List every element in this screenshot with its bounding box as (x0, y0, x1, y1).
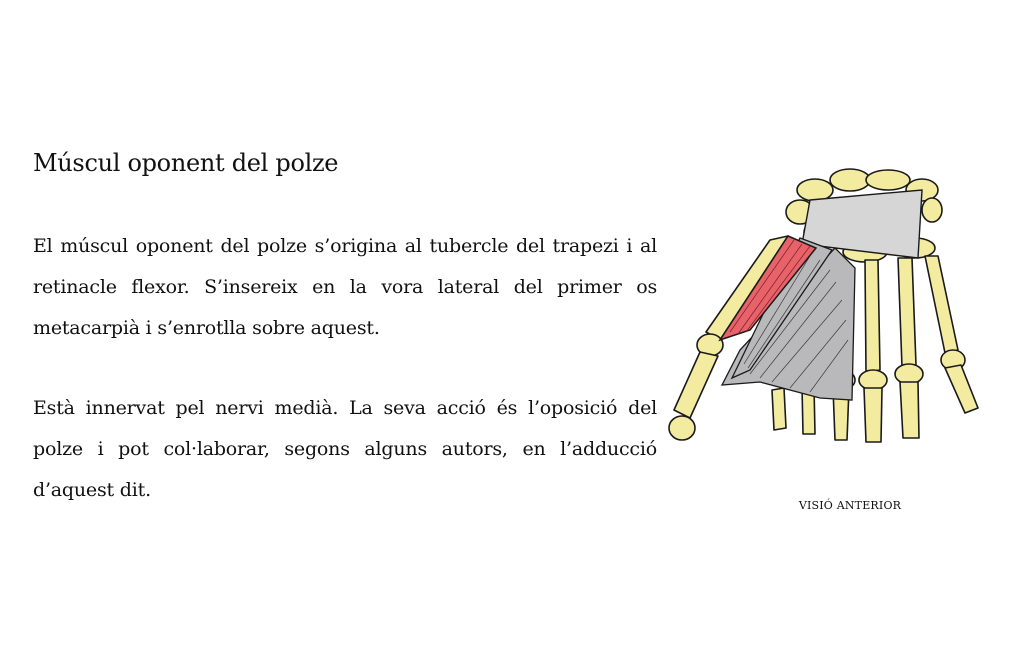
page-title: Múscul oponent del polze (33, 149, 339, 177)
paragraph-origin-insertion: El múscul oponent del polze s’origina al tubercle del trapezi i al retinacle flexor. S’insereix en la vora lateral del primer os metacarpià i s’enrotlla sobre aquest. (33, 235, 657, 339)
figure-caption: VISIÓ ANTERIOR (798, 499, 902, 512)
paragraph-innervation-action: Està innervat pel nervi medià. La seva acció és l’oposició del polze i pot col·laborar, segons alguns autors, en l’adducció d’aquest dit. (33, 397, 657, 501)
hand-anatomy-illustration (660, 160, 1000, 460)
